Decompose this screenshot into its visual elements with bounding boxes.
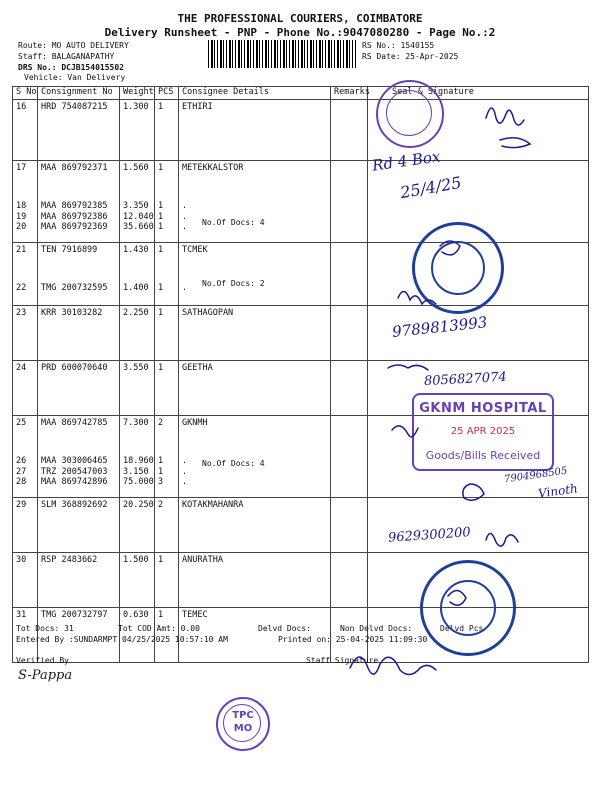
row-sno: 26 [13,456,38,467]
row-weight: 35.660 [120,222,155,243]
row-weight: 2.250 [120,306,155,361]
handwritten-name: Vinoth [537,481,579,501]
runsheet-subtitle: Delivery Runsheet - PNP - Phone No.:9047080280 - Page No.:2 [104,26,496,39]
delvd-docs: Delvd Docs: [258,624,311,633]
tpc-stamp-top: TPC [232,710,254,721]
drs-number: DRS No.: DCJB154015502 [18,63,124,72]
row-sno: 19 [13,212,38,222]
row-weight: 1.560 [120,161,155,202]
row-consignee: KOTAKMAHANRA [179,498,331,553]
row-pcs: 1 [155,608,179,663]
row-weight: 20.250 [120,498,155,553]
row-sno: 31 [13,608,38,663]
row-weight: 18.960 [120,456,155,467]
row-consignee: GKNMH [179,416,331,457]
row-consignee: . [179,477,331,498]
row-weight: 1.430 [120,243,155,284]
signature-scribble [500,138,530,148]
row-pcs: 2 [155,416,179,457]
row-weight: 1.400 [120,283,155,306]
row-sno: 16 [13,100,38,161]
tpc-stamp-bottom: MO [233,723,253,734]
row-consignment-no: KRR 30103282 [38,306,120,361]
row-consignment-no: TEN 7916899 [38,243,120,284]
row-consignee: ANURATHA [179,553,331,608]
row-sno: 29 [13,498,38,553]
row-pcs: 1 [155,456,179,467]
row-sno: 24 [13,361,38,416]
group-nodocs: No.Of Docs: 4 [202,459,265,468]
row-consignee: SATHAGOPAN [179,306,331,361]
row-consignment-no: MAA 869792369 [38,222,120,243]
handwritten-date: 25/4/25 [398,172,463,203]
signature-scribble [388,365,428,370]
row-consignment-no: HRD 754087215 [38,100,120,161]
row-sno: 28 [13,477,38,498]
verified-by: Verified By [16,656,69,665]
row-sno: 22 [13,283,38,306]
row-sno: 18 [13,201,38,212]
row-sno: 17 [13,161,38,202]
row-weight: 1.300 [120,100,155,161]
handwritten-note: Rd 4 Box [371,147,442,175]
row-sno: 20 [13,222,38,243]
row-sno: 25 [13,416,38,457]
row-consignment-no: TMG 200732797 [38,608,120,663]
row-pcs: 1 [155,201,179,212]
row-consignee: . [179,456,331,467]
handwritten-phone: 8056827074 [423,369,508,390]
row-sno: 27 [13,467,38,477]
row-pcs: 1 [155,361,179,416]
printed-on: Printed on: 25-04-2025 11:09:30 [278,635,428,644]
row-pcs: 1 [155,283,179,306]
row-consignee: . [179,212,331,222]
row-consignee: . [179,201,331,212]
row-consignment-no: RSP 2483662 [38,553,120,608]
row-consignee: TCMEK [179,243,331,284]
rs-number: RS No.: 1540155 [362,41,435,50]
row-weight: 3.350 [120,201,155,212]
entered-by: Entered By :SUNDARMPT 04/25/2025 10:57:10 AM [16,635,228,644]
row-consignment-no: SLM 368892692 [38,498,120,553]
row-sno: 30 [13,553,38,608]
company-title: THE PROFESSIONAL COURIERS, COIMBATORE [177,12,423,25]
col-weight: Weight [120,87,155,100]
row-pcs: 1 [155,222,179,243]
row-pcs: 1 [155,467,179,477]
row-pcs: 3 [155,477,179,498]
row-pcs: 1 [155,553,179,608]
row-consignee: ETHIRI [179,100,331,161]
signature-scribble [448,590,466,605]
row-consignee: TEMEC [179,608,331,663]
col-pcs: PCS [155,87,179,100]
row-pcs: 1 [155,243,179,284]
row-consignment-no: MAA 869742896 [38,477,120,498]
signature-scribble [440,241,460,255]
row-weight: 1.500 [120,553,155,608]
row-weight: 12.040 [120,212,155,222]
row-consignment-no: PRD 600070640 [38,361,120,416]
gknm-stamp-date: 25 APR 2025 [450,426,516,437]
row-weight: 0.630 [120,608,155,663]
row-sno: 21 [13,243,38,284]
group-nodocs: No.Of Docs: 2 [202,279,265,288]
handwritten-phone: 9629300200 [387,525,472,546]
signature-scribble [398,291,436,304]
verified-signature: S-Pappa [18,668,73,683]
col-sno: S No [13,87,38,100]
row-pcs: 1 [155,306,179,361]
signature-scribble [486,533,518,546]
row-sno: 23 [13,306,38,361]
col-seal: Seal & Signature [368,87,589,100]
tot-docs: Tot Docs: 31 [16,624,74,633]
row-consignment-no: MAA 869792385 [38,201,120,212]
row-consignment-no: MAA 869742785 [38,416,120,457]
col-consignee: Consignee Details [179,87,331,100]
rs-date: RS Date: 25-Apr-2025 [362,52,459,61]
row-weight: 7.300 [120,416,155,457]
signature-scribble [392,426,418,437]
handwritten-phone: 9789813993 [391,313,489,341]
staff-label: Staff: BALAGANAPATHY [18,52,115,61]
delvd-pcs: Delvd Pcs [440,624,484,633]
row-weight: 3.150 [120,467,155,477]
row-pcs: 1 [155,100,179,161]
col-consignment: Consignment No [38,87,120,100]
row-consignment-no: MAA 303006465 [38,456,120,467]
gknm-stamp-received: Goods/Bills Received [425,449,541,462]
signature-scribble [350,657,436,675]
row-pcs: 1 [155,212,179,222]
route-label: Route: MO AUTO DELIVERY [18,41,129,50]
col-remarks: Remarks [331,87,368,100]
signature-scribble [486,108,524,125]
staff-signature-label: Staff Signature [306,656,379,665]
non-delvd-docs: Non Delvd Docs: [340,624,413,633]
row-consignee: GEETHA [179,361,331,416]
row-consignment-no: TMG 200732595 [38,283,120,306]
row-consignee: . [179,222,331,243]
row-weight: 3.550 [120,361,155,416]
group-nodocs: No.Of Docs: 4 [202,218,265,227]
signature-scribble [463,484,484,500]
handwritten-phone: 7904968505 [503,465,569,486]
row-consignee: . [179,283,331,306]
gknm-stamp-title: GKNM HOSPITAL [419,401,547,416]
row-pcs: 1 [155,161,179,202]
tot-cod: Tot COD Amt: 0.00 [118,624,200,633]
row-consignee: METEKKALSTOR [179,161,331,202]
row-consignment-no: MAA 869792386 [38,212,120,222]
row-consignee: . [179,467,331,477]
vehicle-label: Vehicle: Van Delivery [24,73,126,82]
row-pcs: 2 [155,498,179,553]
row-consignment-no: TRZ 200547003 [38,467,120,477]
row-weight: 75.000 [120,477,155,498]
row-consignment-no: MAA 869792371 [38,161,120,202]
